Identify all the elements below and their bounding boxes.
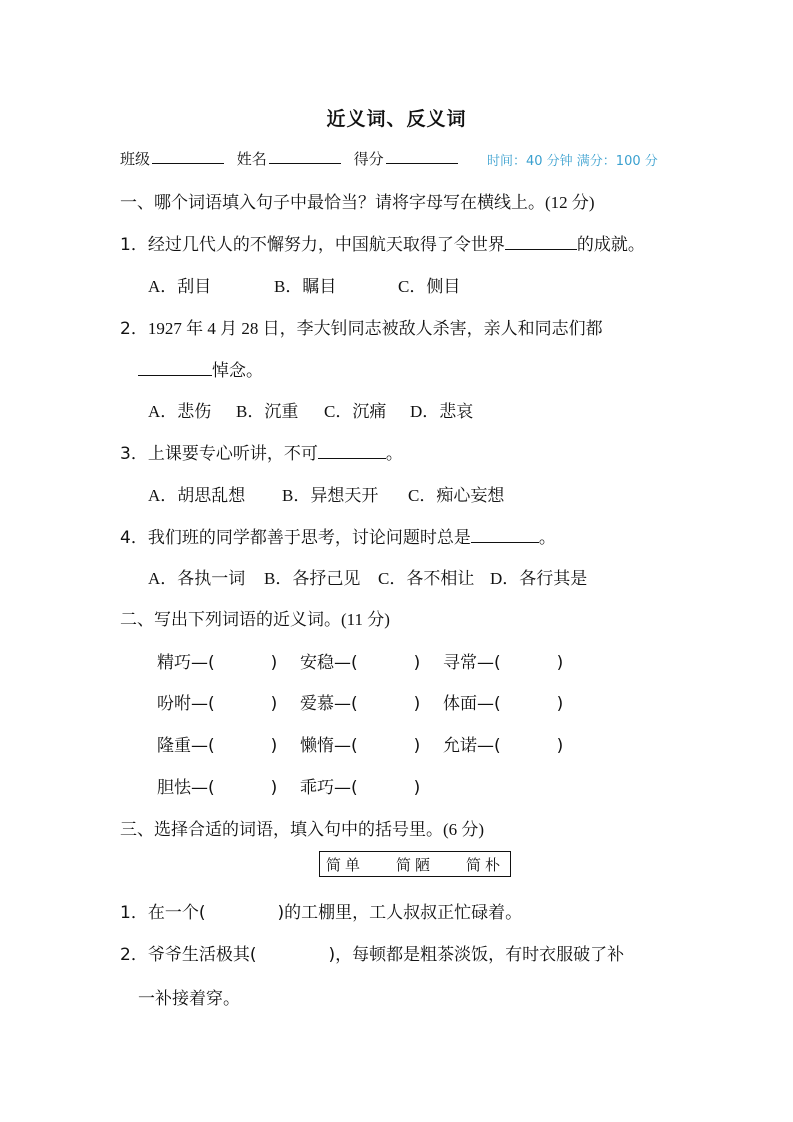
q-continuation: 一补接着穿。	[138, 989, 240, 1009]
s1-question-2-cont	[138, 356, 263, 381]
synonym-connector: —(	[334, 653, 358, 673]
option-a: A．刮目	[148, 277, 212, 296]
s3-question-2-cont	[138, 984, 240, 1009]
q-text-after: 。	[538, 528, 556, 548]
synonym-connector: —(	[477, 736, 501, 756]
q-text-before: 1927 年 4 月 28 日，李大钊同志被敌人杀害，亲人和同志们都	[147, 319, 603, 338]
synonym-item	[157, 648, 277, 673]
synonym-item	[443, 648, 563, 673]
synonym-item	[157, 689, 277, 714]
synonym-close-paren: )	[270, 778, 278, 798]
section3-heading	[120, 815, 484, 840]
synonym-connector: —(	[334, 736, 358, 756]
synonym-connector: —(	[477, 653, 501, 673]
synonym-connector: —(	[191, 694, 215, 714]
s3-question-1	[120, 898, 522, 923]
s1-q2-options	[148, 397, 473, 422]
synonym-close-paren: )	[270, 653, 278, 673]
option-c: C．痴心妄想	[408, 486, 505, 505]
option-b: B．沉重	[236, 402, 299, 421]
q-number: 4．	[120, 528, 148, 548]
class-label: 班级	[120, 150, 151, 168]
q-number: 2．	[120, 945, 148, 965]
section1-heading-text: 一、哪个词语填入句子中最恰当？请将字母写在横线上。	[120, 193, 545, 213]
option-a: A．各执一词	[148, 569, 246, 588]
synonym-close-paren: )	[413, 736, 421, 756]
word-bank-item: 简陋	[395, 855, 434, 874]
synonym-item	[443, 731, 563, 756]
name-label: 姓名	[236, 150, 267, 168]
score-label: 得分	[353, 150, 384, 168]
synonym-word: 寻常	[443, 653, 477, 673]
section3-heading-text: 三、选择合适的词语，填入句中的括号里。	[120, 820, 443, 840]
s1-question-2	[120, 314, 603, 339]
s1-q3-options	[148, 481, 504, 506]
time-score-info: 时间：40 分钟 满分：100 分	[487, 154, 658, 169]
synonym-item	[300, 689, 420, 714]
q-text-before: 在一个(	[147, 903, 206, 923]
option-b: B．异想天开	[282, 486, 379, 505]
q-number: 1．	[120, 235, 148, 255]
option-b: B．瞩目	[274, 277, 337, 296]
synonym-item	[300, 731, 420, 756]
synonym-close-paren: )	[413, 653, 421, 673]
option-c: C．沉痛	[324, 402, 387, 421]
synonym-word: 乖巧	[300, 778, 334, 798]
s3-question-2	[120, 940, 624, 965]
s1-q1-options	[148, 272, 460, 297]
word-bank-item: 简朴	[465, 855, 504, 874]
q-text-after: )，每顿都是粗茶淡饭，有时衣服破了补	[328, 945, 625, 965]
synonym-connector: —(	[191, 653, 215, 673]
option-d: D．各行其是	[490, 569, 588, 588]
section2-heading	[120, 605, 390, 630]
option-c: C．侧目	[398, 277, 461, 296]
synonym-item	[157, 731, 277, 756]
synonym-connector: —(	[191, 736, 215, 756]
section1-heading	[120, 188, 595, 213]
option-a: A．胡思乱想	[148, 486, 246, 505]
synonym-close-paren: )	[413, 778, 421, 798]
option-d: D．悲哀	[410, 402, 474, 421]
answer-blank[interactable]	[138, 359, 212, 376]
q-text-after: 悼念。	[212, 361, 263, 381]
answer-blank[interactable]	[471, 526, 539, 543]
synonym-word: 安稳	[300, 653, 334, 673]
s1-question-1	[120, 230, 645, 255]
page-title: 近义词、反义词	[326, 108, 467, 130]
synonym-word: 允诺	[443, 736, 477, 756]
synonym-close-paren: )	[556, 653, 564, 673]
q-text-before: 经过几代人的不懈努力，中国航天取得了令世界	[147, 235, 505, 255]
s1-question-3	[120, 439, 403, 464]
option-b: B．各抒己见	[264, 569, 361, 588]
synonym-item	[157, 773, 277, 798]
name-blank[interactable]	[269, 149, 341, 164]
synonym-connector: —(	[191, 778, 215, 798]
word-bank-box	[319, 851, 511, 877]
option-c: C．各不相让	[378, 569, 475, 588]
synonym-word: 懒惰	[300, 736, 334, 756]
q-number: 3．	[120, 444, 148, 464]
section3-score: (6 分)	[443, 820, 485, 839]
synonym-close-paren: )	[270, 694, 278, 714]
q-text-after: 。	[385, 444, 403, 464]
synonym-word: 隆重	[157, 736, 191, 756]
synonym-close-paren: )	[556, 694, 564, 714]
synonym-close-paren: )	[556, 736, 564, 756]
q-text-before: 我们班的同学都善于思考，讨论问题时总是	[147, 528, 471, 548]
section2-heading-text: 二、写出下列词语的近义词。	[120, 610, 341, 630]
synonym-item	[300, 648, 420, 673]
section2-score: (11 分)	[341, 610, 390, 629]
synonym-word: 爱慕	[300, 694, 334, 714]
synonym-word: 精巧	[157, 653, 191, 673]
answer-blank[interactable]	[318, 442, 386, 459]
q-text-before: 爷爷生活极其(	[147, 945, 257, 965]
q-text-after: )的工棚里，工人叔叔正忙碌着。	[277, 903, 523, 923]
class-blank[interactable]	[152, 149, 224, 164]
option-a: A．悲伤	[148, 402, 212, 421]
synonym-connector: —(	[334, 694, 358, 714]
synonym-connector: —(	[477, 694, 501, 714]
synonym-item	[443, 689, 563, 714]
synonym-word: 吩咐	[157, 694, 191, 714]
synonym-word: 胆怯	[157, 778, 191, 798]
s1-q4-options	[148, 564, 587, 589]
q-text-before: 上课要专心听讲，不可	[147, 444, 318, 464]
q-number: 2．	[120, 319, 148, 339]
synonym-word: 体面	[443, 694, 477, 714]
synonym-connector: —(	[334, 778, 358, 798]
answer-blank[interactable]	[505, 233, 577, 250]
section1-score: (12 分)	[545, 193, 595, 212]
synonym-close-paren: )	[270, 736, 278, 756]
word-bank-item: 简单	[326, 855, 365, 874]
q-text-after: 的成就。	[576, 235, 645, 255]
q-number: 1．	[120, 903, 148, 923]
s1-question-4	[120, 523, 556, 548]
synonym-item	[300, 773, 420, 798]
score-blank[interactable]	[386, 149, 458, 164]
synonym-close-paren: )	[413, 694, 421, 714]
student-info-row	[120, 148, 466, 169]
